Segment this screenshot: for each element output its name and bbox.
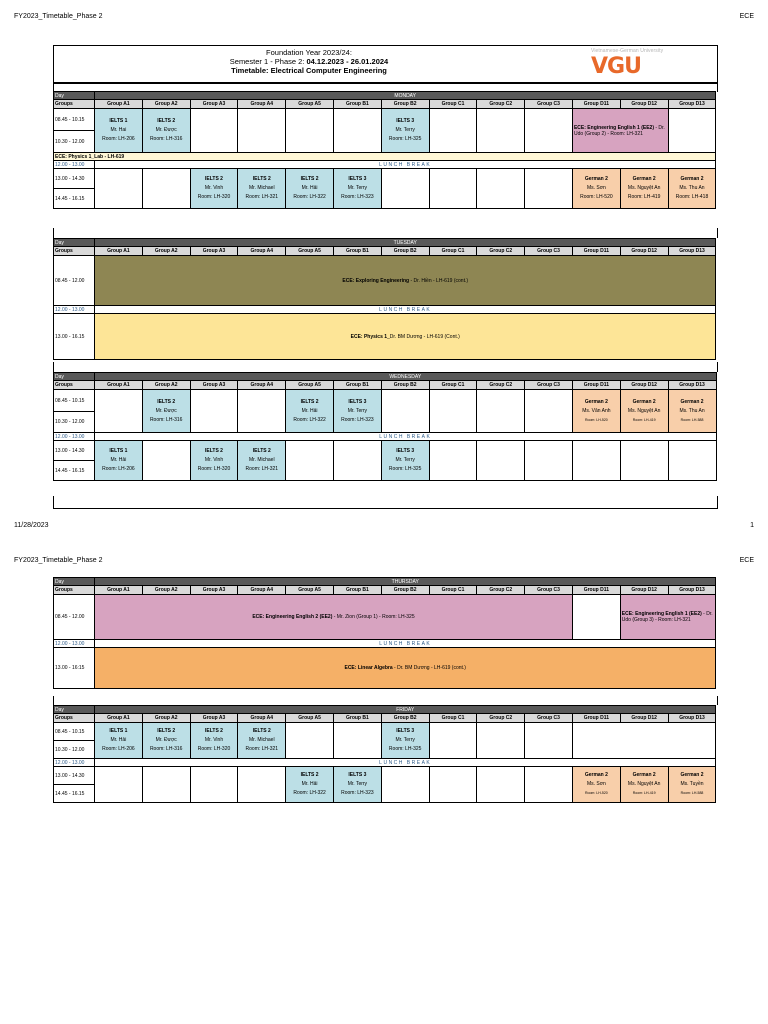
teacher-name: Ms. Sơn (586, 185, 606, 191)
class-cell-ielts (286, 390, 334, 433)
group-header: Group C1 (429, 381, 477, 390)
course-name: IELTS 2 (157, 728, 176, 734)
room: Room: LH-322 (293, 194, 326, 200)
group-header: Group A1 (95, 586, 143, 595)
class-cell-ielts (333, 390, 381, 433)
time-slot: 08.45 - 12.00 (54, 256, 95, 306)
room: Room: LH-320 (197, 194, 231, 200)
class-cell-german (572, 767, 620, 803)
room: Room: LH-520 (580, 194, 613, 200)
group-header: Group D11 (572, 100, 620, 109)
teacher-name: Ms. Thu An (679, 407, 705, 414)
class-cell-german (620, 390, 668, 433)
time-slot: 13.00 - 14.30 (54, 169, 95, 189)
room: Room: LH-520 (584, 791, 608, 795)
course-name: German 2 (584, 176, 608, 182)
class-cell-ielts (95, 109, 143, 153)
course-name: German 2 (680, 176, 704, 182)
group-header: Group B1 (333, 100, 381, 109)
course-name: IELTS 1 (109, 118, 128, 124)
group-header: Group A3 (190, 586, 238, 595)
course-name: German 2 (632, 176, 656, 182)
logo-mark: VGU (591, 54, 641, 79)
wednesday-table (53, 372, 717, 481)
teacher-name: Ms. Vân Anh (582, 407, 611, 414)
group-header: Group A2 (142, 100, 190, 109)
page-number: 1 (750, 522, 754, 529)
teacher-name: Ms. Nguyệt An (627, 781, 661, 787)
course-name: IELTS 1 (109, 728, 128, 734)
teacher-name: Mr. Được (155, 127, 177, 133)
group-header: Group B2 (381, 247, 429, 256)
group-header: Group B1 (333, 714, 381, 723)
group-header: Group A5 (286, 586, 334, 595)
course-name: German 2 (584, 398, 608, 405)
time-slot: 10.30 - 12.00 (54, 741, 95, 759)
course-details: - Dr. Udo (Group 3) - Room: LH-321 (621, 611, 713, 623)
group-header: Group D11 (572, 714, 620, 723)
groups-label: Groups (54, 586, 95, 595)
day-label: Day (54, 239, 95, 247)
groups-header-row (54, 714, 716, 723)
course-details: _Dr. BM Dương - LH-619 (Cont.) (387, 333, 460, 340)
group-header: Group A1 (95, 100, 143, 109)
teacher-name: Mr. Terry (395, 457, 415, 463)
title-line-3: Timetable: Electrical Computer Engineering (231, 66, 387, 75)
class-cell-ielts (238, 169, 286, 209)
class-cell-ielts (238, 441, 286, 481)
vgu-logo (591, 48, 671, 80)
class-cell-german (668, 767, 716, 803)
course-name: IELTS 3 (396, 448, 415, 454)
page-footer-date: 11/28/2023 (14, 522, 49, 529)
group-header: Group A3 (190, 247, 238, 256)
day-label: Day (54, 373, 95, 381)
group-header: Group A4 (238, 100, 286, 109)
teacher-name: Ms. Thu An (679, 185, 705, 191)
room: Room: LH-320 (197, 466, 231, 472)
course-name: German 2 (584, 772, 608, 778)
teacher-name: Mr. Michael (249, 457, 275, 463)
group-header: Group A2 (142, 586, 190, 595)
class-cell-engineering-english (572, 109, 668, 153)
day-name-tuesday: TUESDAY (95, 239, 716, 247)
physics-lab-row: ECE: Physics 1_Lab - LH-619 (54, 153, 716, 161)
title-dates: 04.12.2023 - 26.01.2024 (306, 57, 389, 66)
course-details: - Dr. BM Dương - LH-619 (cont.) (392, 665, 466, 671)
group-header: Group A5 (286, 100, 334, 109)
group-header: Group D11 (572, 247, 620, 256)
groups-header-row (54, 381, 717, 390)
day-label: Day (54, 92, 95, 100)
class-cell-physics (95, 314, 716, 360)
group-header: Group C1 (429, 100, 477, 109)
class-cell-ielts (238, 723, 286, 759)
time-slot: 08.45 - 10.15 (54, 723, 95, 741)
course-name: IELTS 2 (252, 448, 271, 454)
title-block (53, 45, 718, 84)
teacher-name: Mr. Được (155, 737, 177, 743)
room: Room: LH-325 (388, 466, 422, 472)
teacher-name: Ms. Nguyệt An (627, 407, 661, 414)
time-slot: 10.30 - 12.00 (54, 131, 95, 153)
teacher-name: Mr. Terry (347, 185, 368, 191)
teacher-name: Ms. Tuyền (680, 781, 704, 787)
day-label: Day (54, 706, 95, 714)
class-cell-german (668, 390, 716, 433)
course-details: - Mr. Zion (Group 1) - Room: LH-325 (332, 614, 415, 620)
group-header: Group B1 (333, 586, 381, 595)
day-label: Day (54, 578, 95, 586)
room: Room: LH-419 (632, 417, 656, 422)
time-slot: 13.00 - 16.15 (54, 314, 95, 360)
class-cell-ielts (142, 109, 190, 153)
course-name: German 2 (680, 772, 704, 778)
groups-label: Groups (54, 381, 95, 390)
course-name: IELTS 3 (396, 118, 415, 124)
lunch-break: LUNCH BREAK (95, 433, 717, 441)
page-header-right: ECE (739, 13, 754, 20)
class-cell-ielts (142, 723, 190, 759)
group-header: Group A4 (238, 714, 286, 723)
course-name: German 2 (632, 398, 656, 405)
class-cell-german (620, 767, 668, 803)
class-cell-ielts (333, 169, 381, 209)
page-header-right: ECE (739, 557, 754, 564)
course-name: German 2 (680, 398, 704, 405)
group-header: Group C3 (525, 381, 573, 390)
day-name-monday: MONDAY (95, 92, 716, 100)
teacher-name: Ms. Nguyệt An (627, 185, 661, 191)
room: Room: LH-325 (388, 136, 422, 142)
teacher-name: Ms. Sơn (586, 781, 606, 787)
class-cell-ielts (333, 767, 381, 803)
room: Room: LH-325 (388, 746, 422, 752)
teacher-name: Mr. Hải (110, 737, 127, 743)
time-slot: 14.45 - 16.15 (54, 461, 95, 481)
course-name: IELTS 2 (300, 772, 319, 778)
course-name: IELTS 2 (252, 176, 271, 182)
class-cell-ielts (190, 723, 238, 759)
course-name: IELTS 3 (348, 398, 367, 405)
class-cell-german (620, 169, 668, 209)
group-header: Group A5 (286, 714, 334, 723)
lunch-break: LUNCH BREAK (95, 306, 716, 314)
course-name: IELTS 2 (252, 728, 271, 734)
teacher-name: Mr. Vinh (204, 185, 224, 191)
logo-university-name: Vietnamese-German University (591, 48, 664, 54)
group-header: Group A3 (190, 100, 238, 109)
group-header: Group A1 (95, 714, 143, 723)
teacher-name: Mr. Terry (395, 127, 415, 133)
room: Room: LH-323 (341, 416, 374, 423)
room: Room: LH-520 (584, 417, 608, 422)
group-header: Group C1 (429, 714, 477, 723)
course-name: IELTS 2 (300, 398, 319, 405)
time-slot: 10.30 - 12.00 (54, 412, 95, 433)
room: Room: LH-323 (341, 790, 374, 796)
course-name: ECE: Engineering English 1 (EE2) (573, 124, 654, 131)
teacher-name: Mr. Michael (249, 185, 275, 191)
course-name: ECE: Physics 1 (350, 333, 388, 340)
day-name-wednesday: WEDNESDAY (95, 373, 717, 381)
group-header: Group D13 (668, 100, 716, 109)
group-header: Group D12 (620, 247, 668, 256)
teacher-name: Mr. Được (155, 407, 177, 414)
class-cell-ielts (95, 441, 143, 481)
tuesday-table (53, 238, 716, 360)
group-header: Group D13 (668, 714, 716, 723)
group-header: Group D12 (620, 100, 668, 109)
room: Room: LH-588 (680, 791, 704, 795)
group-header: Group A1 (95, 247, 143, 256)
teacher-name: Mr. Hải (301, 781, 318, 787)
group-header: Group B1 (333, 381, 381, 390)
group-header: Group C2 (477, 714, 525, 723)
groups-header-row (54, 247, 716, 256)
group-header: Group B2 (381, 586, 429, 595)
course-name: IELTS 1 (109, 448, 128, 454)
course-name: IELTS 2 (157, 118, 176, 124)
group-header: Group A2 (142, 381, 190, 390)
group-header: Group C3 (525, 100, 573, 109)
groups-header-row (54, 586, 716, 595)
group-header: Group A5 (286, 247, 334, 256)
group-header: Group C3 (525, 714, 573, 723)
monday-table (53, 91, 716, 209)
group-header: Group A3 (190, 381, 238, 390)
teacher-name: Mr. Terry (395, 737, 415, 743)
room: Room: LH-588 (680, 417, 704, 422)
group-header: Group A2 (142, 247, 190, 256)
room: Room: LH-419 (632, 791, 656, 795)
time-slot: 08.45 - 10.15 (54, 109, 95, 131)
group-header: Group A3 (190, 714, 238, 723)
friday-table (53, 705, 716, 803)
time-slot: 14.45 - 16.15 (54, 785, 95, 803)
teacher-name: Mr. Vinh (204, 737, 224, 743)
room: Room: LH-322 (293, 790, 326, 796)
group-header: Group D13 (668, 586, 716, 595)
lunch-break: LUNCH BREAK (95, 161, 716, 169)
room: Room: LH-316 (149, 416, 183, 423)
class-cell-ielts (381, 441, 429, 481)
teacher-name: Mr. Terry (347, 407, 368, 414)
class-cell-exploring-engineering (95, 256, 716, 306)
lunch-time: 12.00 - 13.00 (54, 433, 95, 441)
day-name-thursday: THURSDAY (95, 578, 716, 586)
group-header: Group D11 (572, 586, 620, 595)
course-name: ECE: Engineering English 2 (EE2) (252, 614, 333, 620)
teacher-name: Mr. Hai (110, 127, 127, 133)
course-details: - Dr. Udo (Group 2) - Room: LH-321 (573, 124, 665, 137)
course-name: ECE: Exploring Engineering (342, 277, 410, 284)
group-header: Group C2 (477, 381, 525, 390)
class-cell-german (572, 169, 620, 209)
time-slot: 13.00 - 16:15 (54, 648, 95, 689)
room: Room: LH-321 (245, 466, 279, 472)
day-name-friday: FRIDAY (95, 706, 716, 714)
time-slot: 13.00 - 14.30 (54, 441, 95, 461)
room: Room: LH-322 (293, 416, 326, 423)
groups-header-row (54, 100, 716, 109)
teacher-name: Mr. Terry (347, 781, 368, 787)
title-line-1: Foundation Year 2023/24: (266, 48, 352, 57)
thursday-table (53, 577, 716, 689)
course-name: IELTS 2 (205, 448, 223, 454)
class-cell-german (572, 390, 620, 433)
teacher-name: Mr. Hải (301, 185, 318, 191)
course-name: IELTS 2 (300, 176, 319, 182)
class-cell-ielts (142, 390, 190, 433)
course-name: IELTS 3 (348, 176, 367, 182)
lunch-time: 12.00 - 13.00 (54, 640, 95, 648)
groups-label: Groups (54, 714, 95, 723)
course-name: IELTS 3 (348, 772, 367, 778)
group-header: Group C2 (477, 586, 525, 595)
teacher-name: Mr. Vinh (204, 457, 224, 463)
group-header: Group A4 (238, 586, 286, 595)
group-header: Group D12 (620, 586, 668, 595)
time-slot: 14.45 - 16.15 (54, 189, 95, 209)
groups-label: Groups (54, 100, 95, 109)
groups-label: Groups (54, 247, 95, 256)
page-header-left: FY2023_Timetable_Phase 2 (14, 13, 103, 20)
group-header: Group B1 (333, 247, 381, 256)
class-cell-ielts (381, 723, 429, 759)
room: Room: LH-316 (149, 746, 183, 752)
group-header: Group D12 (620, 714, 668, 723)
lunch-break: LUNCH BREAK (95, 759, 716, 767)
course-name: IELTS 2 (205, 728, 223, 734)
class-cell-linear-algebra (95, 648, 716, 689)
group-header: Group C1 (429, 247, 477, 256)
class-cell-ielts (286, 767, 334, 803)
group-header: Group C3 (525, 586, 573, 595)
room: Room: LH-320 (197, 746, 231, 752)
course-name: ECE: Linear Algebra (344, 665, 393, 671)
class-cell-ielts (286, 169, 334, 209)
lunch-time: 12.00 - 13.00 (54, 759, 95, 767)
room: Room: LH-321 (245, 746, 279, 752)
course-name: IELTS 2 (205, 176, 223, 182)
class-cell-german (668, 169, 716, 209)
group-header: Group A1 (95, 381, 143, 390)
group-header: Group B2 (381, 100, 429, 109)
teacher-name: Mr. Michael (249, 737, 275, 743)
group-header: Group D13 (668, 381, 716, 390)
room: Room: LH-316 (149, 136, 183, 142)
room: Room: LH-418 (675, 194, 709, 200)
time-slot: 13.00 - 14.30 (54, 767, 95, 785)
room: Room: LH-323 (341, 194, 374, 200)
title-line-2 (54, 57, 564, 66)
class-cell-ielts (381, 109, 429, 153)
lunch-time: 12.00 - 13.00 (54, 161, 95, 169)
teacher-name: Mr. Hải (110, 457, 127, 463)
time-slot: 08.45 - 10.15 (54, 390, 95, 412)
group-header: Group D13 (668, 247, 716, 256)
page-header-left: FY2023_Timetable_Phase 2 (14, 557, 103, 564)
group-header: Group C3 (525, 247, 573, 256)
lunch-time: 12.00 - 13.00 (54, 306, 95, 314)
group-header: Group D11 (572, 381, 620, 390)
course-name: IELTS 3 (396, 728, 415, 734)
group-header: Group A4 (238, 381, 286, 390)
group-header: Group A4 (238, 247, 286, 256)
course-name: ECE: Engineering English 1 (EE2) (621, 611, 702, 617)
room: Room: LH-206 (102, 746, 135, 752)
class-cell-ielts (95, 723, 143, 759)
lunch-break: LUNCH BREAK (95, 640, 716, 648)
room: Room: LH-206 (102, 136, 135, 142)
time-slot: 08.45 - 12.00 (54, 595, 95, 640)
class-cell-engineering-english (620, 595, 716, 640)
group-header: Group C1 (429, 586, 477, 595)
group-header: Group C2 (477, 100, 525, 109)
group-header: Group C2 (477, 247, 525, 256)
group-header: Group A5 (286, 381, 334, 390)
class-cell-ielts (190, 169, 238, 209)
room: Room: LH-321 (245, 194, 279, 200)
course-name: German 2 (632, 772, 656, 778)
title-semester: Semester 1 - Phase 2: (229, 57, 307, 66)
course-details: - Dr. Hiền - LH-619 (cont.) (409, 277, 469, 284)
group-header: Group D12 (620, 381, 668, 390)
class-cell-engineering-english (95, 595, 573, 640)
group-header: Group B2 (381, 381, 429, 390)
class-cell-ielts (190, 441, 238, 481)
course-name: IELTS 2 (157, 398, 176, 405)
room: Room: LH-419 (627, 194, 661, 200)
group-header: Group A2 (142, 714, 190, 723)
teacher-name: Mr. Hải (301, 407, 318, 414)
room: Room: LH-206 (102, 466, 135, 472)
group-header: Group B2 (381, 714, 429, 723)
